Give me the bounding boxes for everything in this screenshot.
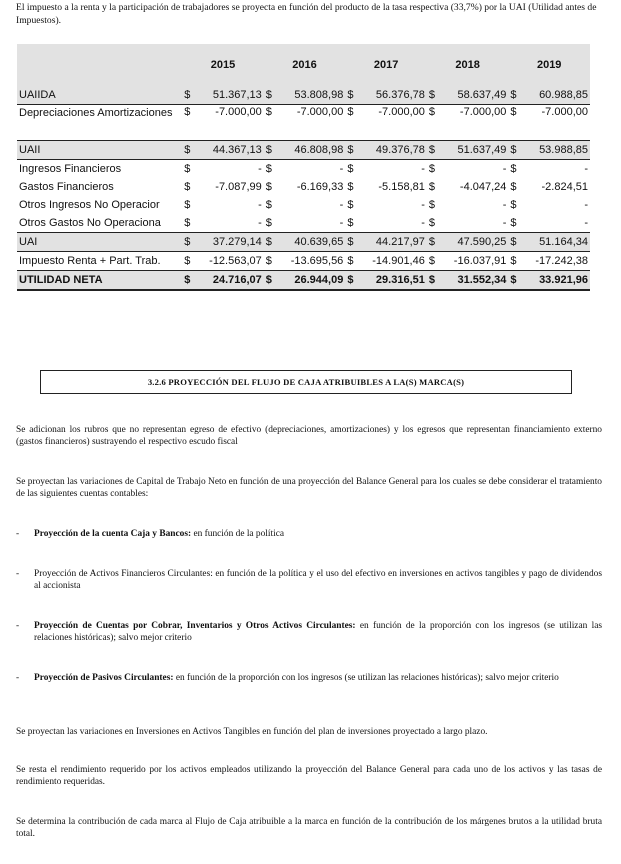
- table-cell-value: -7.000,00: [438, 105, 508, 141]
- table-cell-value: -4.047,24: [459, 181, 507, 193]
- list-item: [16, 620, 602, 644]
- list-item: [16, 528, 602, 540]
- row-label: UTILIDAD NETA: [17, 271, 182, 291]
- paragraph-tangible-assets: Se proyectan las variaciones en Inversiones en Activos Tangibles en función del plan de inversiones proyectado a largo plazo.: [16, 727, 488, 737]
- currency-symbol: $: [508, 271, 520, 291]
- table-cell-value: -: [339, 199, 344, 211]
- table-row: [17, 178, 590, 196]
- currency-symbol: $: [182, 252, 194, 271]
- table-cell-value: -: [502, 199, 507, 211]
- table-row: [17, 252, 590, 271]
- table-cell-value: 53.808,98: [275, 86, 345, 105]
- currency-symbol: $: [264, 141, 276, 160]
- table-cell-value: 37.279,14: [194, 233, 264, 252]
- currency-symbol: $: [508, 252, 520, 271]
- table-cell-value: 40.639,65: [275, 233, 345, 252]
- table-cell-value: -7.000,00: [520, 105, 590, 141]
- year-header: 2018: [427, 44, 509, 86]
- table-cell-value: 31.552,34: [438, 271, 508, 291]
- year-header: 2015: [182, 44, 264, 86]
- currency-symbol: $: [428, 199, 435, 211]
- paragraph-cash-items: Se adicionan los rubros que no representan egreso de efectivo (depreciaciones, amortizaciones) y los egresos que representan financiamiento externo (gastos financieros) sustrayendo el respectivo escudo fiscal: [16, 425, 602, 447]
- currency-symbol: $: [345, 86, 357, 105]
- currency-symbol: $: [264, 86, 276, 105]
- table-cell-value: -7.000,00: [275, 105, 345, 141]
- table-cell-value: -7.000,00: [194, 105, 264, 141]
- table-cell-value: -: [438, 214, 508, 233]
- table-row: [17, 271, 590, 291]
- table-cell-value: 60.988,85: [520, 86, 590, 105]
- table-cell-value: -16.037,91: [438, 252, 508, 271]
- currency-symbol: $: [508, 141, 520, 160]
- table-row: [17, 141, 590, 160]
- bullet-text: Proyección de Activos Financieros Circulantes: en función de la política y el uso del efectivo en inversiones en activos tangibles y pago de dividendos al accionista: [34, 569, 602, 591]
- row-label: Depreciaciones Amortizaciones: [17, 105, 182, 141]
- currency-symbol: $: [345, 214, 357, 233]
- table-cell-value: -17.242,38: [520, 252, 590, 271]
- bullet-dash: -: [16, 569, 20, 579]
- currency-symbol: $: [510, 199, 517, 211]
- table-cell-value: -: [194, 214, 264, 233]
- intro-paragraph: El impuesto a la renta y la participación de trabajadores se proyecta en función del producto de la tasa respectiva (33,7%) por la UAI (Utilidad antes de Impuestos).: [16, 2, 597, 26]
- currency-symbol: $: [182, 233, 194, 252]
- paragraph-brand-contribution: Se determina la contribución de cada marca al Flujo de Caja atribuible a la marca en función de la contribución de los márgenes brutos a la utilidad bruta total.: [16, 817, 602, 839]
- table-cell-value: -: [502, 163, 507, 175]
- row-label: Ingresos Financieros: [19, 163, 122, 175]
- list-item: [16, 672, 602, 684]
- table-cell-value: 51.367,13: [194, 86, 264, 105]
- currency-symbol: $: [347, 199, 354, 211]
- paragraph-working-capital: Se proyectan las variaciones de Capital de Trabajo Neto en función de una proyección del Balance General para los cuales se debe considerar el tratamiento de las siguientes cuentas contables:: [16, 477, 602, 499]
- currency-symbol: $: [347, 181, 354, 193]
- table-cell-value: -12.563,07: [194, 252, 264, 271]
- currency-symbol: $: [508, 214, 520, 233]
- paragraph-required-return: Se resta el rendimiento requerido por los activos empleados utilizando la proyección del Balance General para cada uno de los activos y las tasas de rendimiento requeridas.: [16, 765, 602, 787]
- row-label: UAI: [17, 233, 182, 252]
- bullet-bold-text: Proyección de Cuentas por Cobrar, Inventarios y Otros Activos Circulantes:: [34, 621, 356, 631]
- table-cell-value: 24.716,07: [194, 271, 264, 291]
- table-cell-value: -: [520, 214, 590, 233]
- table-cell-value: 29.316,51: [357, 271, 427, 291]
- table-cell-value: 56.376,78: [357, 86, 427, 105]
- table-cell-value: 44.217,97: [357, 233, 427, 252]
- currency-symbol: $: [508, 86, 520, 105]
- currency-symbol: $: [182, 271, 194, 291]
- section-heading: 3.2.6 PROYECCIÓN DEL FLUJO DE CAJA ATRIBUIBLES A LA(S) MARCA(S): [147, 377, 465, 387]
- table-cell-value: 44.367,13: [194, 141, 264, 160]
- currency-symbol: $: [184, 199, 191, 211]
- currency-symbol: $: [427, 141, 439, 160]
- currency-symbol: $: [427, 86, 439, 105]
- table-row: [17, 86, 590, 105]
- table-cell-value: -2.824,51: [541, 181, 588, 193]
- income-projection-table: [17, 44, 590, 291]
- table-cell-value: 53.988,85: [520, 141, 590, 160]
- currency-symbol: $: [345, 141, 357, 160]
- currency-symbol: $: [427, 271, 439, 291]
- table-row: [17, 214, 590, 233]
- currency-symbol: $: [182, 105, 194, 141]
- row-label: UAIIDA: [17, 86, 182, 105]
- currency-symbol: $: [182, 86, 194, 105]
- table-cell-value: -7.000,00: [357, 105, 427, 141]
- table-cell-value: -6.169,33: [296, 181, 344, 193]
- currency-symbol: $: [510, 163, 517, 175]
- table-cell-value: 51.637,49: [438, 141, 508, 160]
- table-cell-value: -13.695,56: [275, 252, 345, 271]
- table-cell-value: -: [275, 214, 345, 233]
- table-row: [17, 160, 590, 179]
- table-cell-value: -: [584, 199, 588, 211]
- currency-symbol: $: [427, 252, 439, 271]
- currency-symbol: $: [265, 181, 272, 193]
- row-label: Otros Gastos No Operaciona: [17, 214, 182, 233]
- table-cell-value: -14.901,46: [357, 252, 427, 271]
- table-cell-value: -: [339, 163, 344, 175]
- list-item: [16, 568, 602, 592]
- currency-symbol: $: [184, 181, 191, 193]
- bullet-text: en función de la política: [191, 529, 285, 539]
- section-heading-box: [40, 370, 572, 394]
- bullet-text: en función de la proporción con los ingresos (se utilizan las relaciones históricas); salvo mejor criterio: [34, 621, 603, 643]
- currency-symbol: $: [264, 233, 276, 252]
- table-cell-value: 46.808,98: [275, 141, 345, 160]
- currency-symbol: $: [347, 163, 354, 175]
- table-cell-value: -: [258, 199, 262, 211]
- year-header: 2016: [264, 44, 346, 86]
- table-row: [17, 105, 590, 141]
- currency-symbol: $: [345, 105, 357, 141]
- currency-symbol: $: [345, 233, 357, 252]
- bullet-dash: -: [16, 673, 20, 683]
- year-header: 2017: [345, 44, 427, 86]
- currency-symbol: $: [264, 105, 276, 141]
- currency-symbol: $: [345, 252, 357, 271]
- currency-symbol: $: [182, 141, 194, 160]
- table-cell-value: 47.590,25: [438, 233, 508, 252]
- bullet-bold-text: Proyección de Pasivos Circulantes:: [34, 673, 174, 683]
- table-cell-value: -: [258, 163, 262, 175]
- currency-symbol: $: [510, 181, 517, 193]
- table-cell-value: -: [421, 163, 425, 175]
- row-label: Impuesto Renta + Part. Trab.: [17, 252, 182, 271]
- table-cell-value: 26.944,09: [275, 271, 345, 291]
- table-cell-value: -: [584, 163, 588, 175]
- year-header: 2019: [508, 44, 590, 86]
- currency-symbol: $: [264, 214, 276, 233]
- currency-symbol: $: [427, 214, 439, 233]
- table-cell-value: 33.921,96: [520, 271, 590, 291]
- table-row: [17, 233, 590, 252]
- currency-symbol: $: [428, 181, 435, 193]
- currency-symbol: $: [184, 163, 191, 175]
- bullet-dash: -: [16, 621, 20, 631]
- bullet-bold-text: Proyección de la cuenta Caja y Bancos:: [34, 529, 192, 539]
- currency-symbol: $: [427, 105, 439, 141]
- currency-symbol: $: [345, 271, 357, 291]
- row-label: UAII: [17, 141, 182, 160]
- row-label: Gastos Financieros: [19, 181, 114, 193]
- currency-symbol: $: [508, 105, 520, 141]
- currency-symbol: $: [265, 163, 272, 175]
- table-cell-value: 49.376,78: [357, 141, 427, 160]
- currency-symbol: $: [508, 233, 520, 252]
- row-label: Otros Ingresos No Operacior: [19, 199, 160, 211]
- table-cell-value: 51.164,34: [520, 233, 590, 252]
- bullet-text: en función de la proporción con los ingresos (se utilizan las relaciones históricas); salvo mejor criterio: [173, 673, 559, 683]
- currency-symbol: $: [264, 252, 276, 271]
- table-header-row: [17, 44, 590, 86]
- currency-symbol: $: [265, 199, 272, 211]
- table-cell-value: 58.637,49: [438, 86, 508, 105]
- table-cell-value: -: [357, 214, 427, 233]
- bullet-dash: -: [16, 529, 20, 539]
- currency-symbol: $: [428, 163, 435, 175]
- currency-symbol: $: [182, 214, 194, 233]
- header-empty-cell: [17, 44, 182, 86]
- currency-symbol: $: [427, 233, 439, 252]
- table-cell-value: -: [421, 199, 425, 211]
- table-cell-value: -7.087,99: [215, 181, 262, 193]
- currency-symbol: $: [264, 271, 276, 291]
- table-row: [17, 196, 590, 214]
- table-cell-value: -5.158,81: [378, 181, 425, 193]
